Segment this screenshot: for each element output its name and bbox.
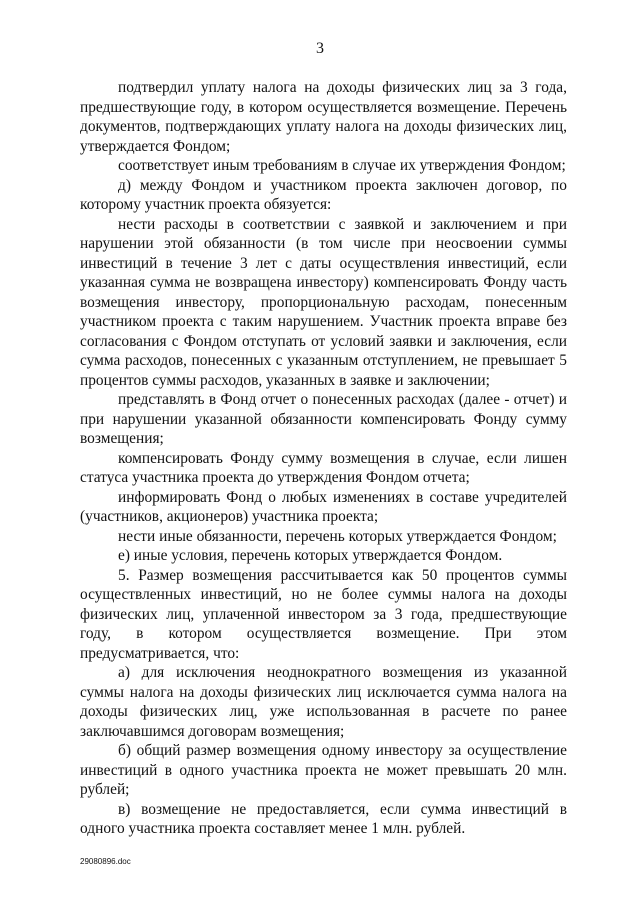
- paragraph-11: а) для исключения неоднократного возмещения из указанной суммы налога на доходы физических лиц исключается сумма налога на доходы физических лиц, уже использованная в расчете по ранее заключавшимся договорам возмещения;: [80, 664, 567, 740]
- paragraph-12: б) общий размер возмещения одному инвестору за осуществление инвестиций в одного участника проекта не может превышать 20 млн. рублей;: [80, 742, 567, 798]
- paragraph-10: 5. Размер возмещения рассчитывается как 50 процентов суммы осуществленных инвестиций, но не более суммы налога на доходы физических лиц, уплаченной инвестором за 3 года, предшествующие году, в котором осуществляется возмещение. При этом предусматривается, что:: [80, 566, 567, 662]
- paragraph-2: соответствует иным требованиям в случае их утверждения Фондом;: [118, 157, 566, 174]
- page-number: 3: [316, 40, 324, 57]
- document-file-code: 29080896.doc: [80, 857, 131, 866]
- paragraph-1: подтвердил уплату налога на доходы физических лиц за 3 года, предшествующие году, в котором осуществляется возмещение. Перечень документов, подтверждающих уплату налога на доходы физических лиц, утверждается Фондом;: [80, 79, 567, 155]
- paragraph-9: е) иные условия, перечень которых утверждается Фондом.: [118, 547, 503, 564]
- paragraph-5: представлять в Фонд отчет о понесенных расходах (далее - отчет) и при нарушении указанной обязанности компенсировать Фонду сумму возмещения;: [80, 391, 567, 447]
- paragraph-7: информировать Фонд о любых изменениях в составе учредителей (участников, акционеров) участника проекта;: [80, 488, 567, 525]
- paragraph-6: компенсировать Фонду сумму возмещения в случае, если лишен статуса участника проекта до утверждения Фондом отчета;: [80, 449, 567, 486]
- paragraph-8: нести иные обязанности, перечень которых утверждается Фондом;: [118, 527, 557, 545]
- document-body: [80, 78, 567, 839]
- paragraph-13: в) возмещение не предоставляется, если сумма инвестиций в одного участника проекта составляет менее 1 млн. рублей.: [80, 800, 567, 837]
- paragraph-3: д) между Фондом и участником проекта заключен договор, по которому участник проекта обязуется:: [80, 176, 567, 213]
- paragraph-4: нести расходы в соответствии с заявкой и заключением и при нарушении этой обязанности (в том числе при неосвоении суммы инвестиций в течение 3 лет с даты осуществления инвестиций, если указанная сумма не возвращена инвестору) компенсировать Фонду часть возмещения инвестору, пропорциональную расходам, понесенным участником проекта с таким нарушением. Участник проекта вправе без согласования с Фондом отступать от условий заявки и заключения, если сумма расходов, понесенных с указанным отступлением, не превышает 5 процентов суммы расходов, указанных в заявке и заключении;: [80, 215, 567, 389]
